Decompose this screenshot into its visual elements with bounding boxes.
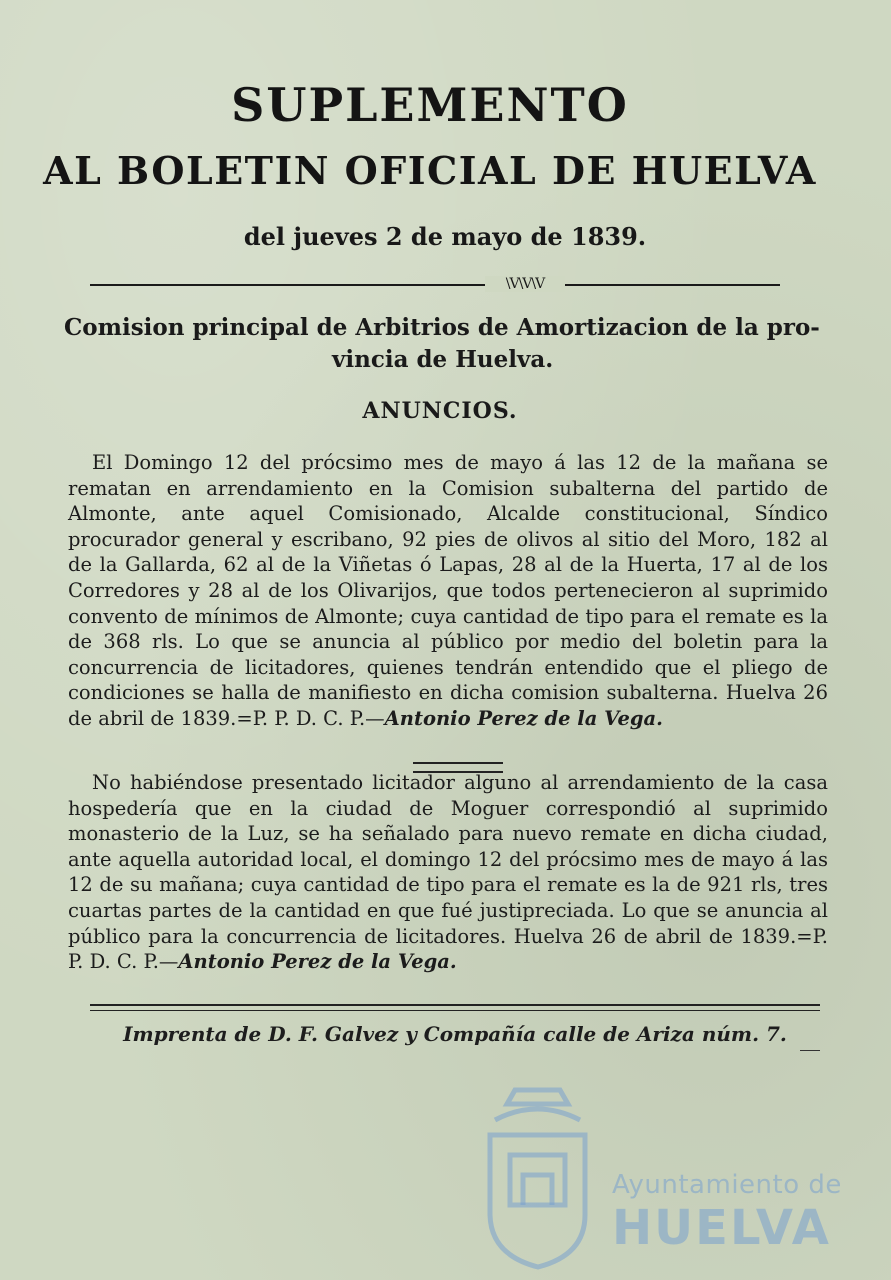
page-subtitle: AL BOLETIN OFICIAL DE HUELVA	[43, 148, 817, 193]
watermark-line1: Ayuntamiento de	[612, 1170, 842, 1200]
rule-ornament: \V\V\V	[485, 276, 565, 292]
announcement-1-signature: Antonio Perez de la Vega.	[384, 706, 663, 730]
crest-watermark-icon	[475, 1080, 600, 1275]
footer-line	[800, 1050, 820, 1051]
section-heading	[64, 312, 824, 376]
announcement-2	[68, 770, 828, 975]
issue-date: del jueves 2 de mayo de 1839.	[243, 222, 647, 251]
announcement-1-text: El Domingo 12 del prócsimo mes de mayo á las 12 de la mañana se rematan en arrendamiento en la Comision subalterna del partido de Almonte, ante aquel Comisionado, Alcalde constitucional, Síndico procurador general y escribano, 92 pies de olivos al sitio del Moro, 182 al de la Gallarda, 62 al de la Viñetas ó Lapas, 28 al de la Huerta, 17 al de los Corredores y 28 al de los Olivarijos, que todos pertenecieron al suprimido convento de mínimos de Almonte; cuya cantidad de tipo para el remate es la de 368 rls. Lo que se anuncia al público por medio del boletin para la concurrencia de licitadores, quienes tendrán entendido que el pliego de condiciones se halla de manifiesto en dicha comision subalterna. Huelva 26 de abril de 1839.=P. P. D. C. P.—	[68, 451, 828, 730]
announcement-2-signature: Antonio Perez de la Vega.	[178, 950, 457, 974]
page-title: SUPLEMENTO	[231, 78, 629, 132]
announcement-2-text: No habiéndose presentado licitador alguno al arrendamiento de la casa hospedería que en la ciudad de Moguer correspondió al suprimido monasterio de la Luz, se ha señalado para nuevo remate en dicha ciudad, ante aquella autoridad local, el domingo 12 del prócsimo mes de mayo á las 12 de su mañana; cuya cantidad de tipo para el remate es la de 921 rls, tres cuartas partes de la cantidad en que fué justipreciada. Lo que se anuncia al público para la concurrencia de licitadores. Huelva 26 de abril de 1839.=P. P. D. C. P.—	[68, 771, 828, 974]
rule-line	[90, 284, 780, 286]
bottom-rule	[90, 1004, 820, 1011]
announcement-1	[68, 450, 828, 732]
section-label: ANUNCIOS.	[362, 398, 518, 424]
watermark-line2: HUELVA	[612, 1200, 831, 1256]
ornamental-rule	[90, 276, 780, 292]
section-heading-line2: vincia de Huelva.	[332, 346, 554, 373]
printer-imprint: Imprenta de D. F. Galvez y Compañía calle de Ariza núm. 7.	[123, 1022, 787, 1046]
section-heading-line1: Comision principal de Arbitrios de Amortizacion de la pro-	[64, 314, 820, 341]
